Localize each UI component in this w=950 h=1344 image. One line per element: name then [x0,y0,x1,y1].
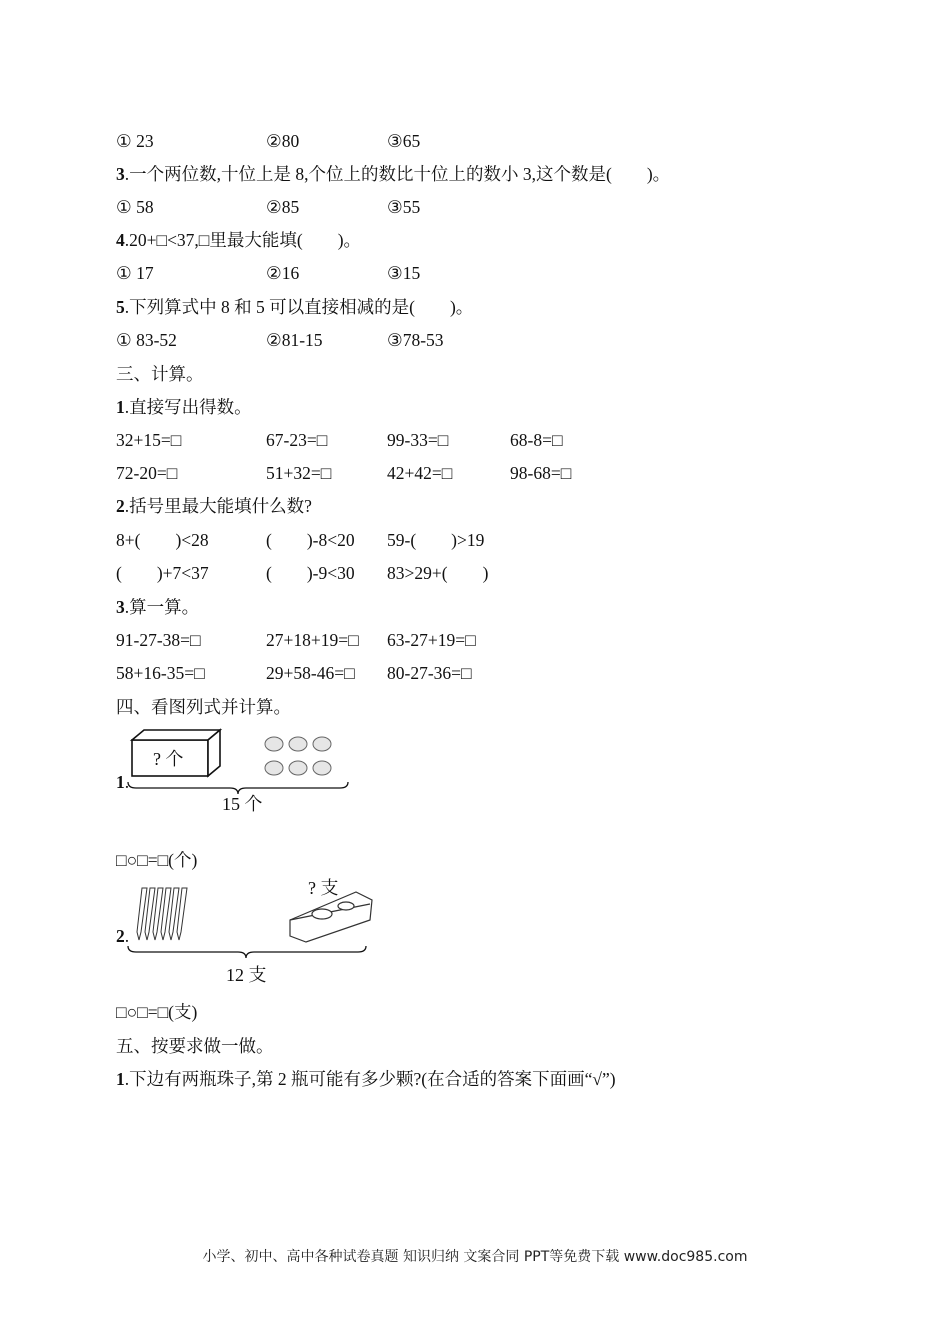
q3-options [116,196,716,218]
line-text: □○□=□(支) [116,1002,198,1022]
section5 [116,1035,274,1057]
s3-q2-row1-col-1: 8+( )<28 [116,530,209,550]
line-text: .下列算式中 8 和 5 可以直接相减的是( )。 [124,297,474,317]
line-text: .一个两位数,十位上是 8,个位上的数比十位上的数小 3,这个数是( )。 [124,164,671,184]
q4-options-col-1: ① 17 [116,263,154,283]
line-text: 三、计算。 [116,364,204,384]
s3-q3-row1 [116,629,716,651]
question-number: 2 [116,926,125,946]
fig2-total-label: 12 支 [226,965,267,985]
q5-options-col-1: ① 83-52 [116,330,177,350]
question-number: 3 [116,164,125,184]
s5-q1 [116,1068,616,1090]
question-number: 1 [116,397,125,417]
section4 [116,696,291,718]
q5-options [116,329,716,351]
line-text: .下边有两瓶珠子,第 2 瓶可能有多少颗?(在合适的答案下面画“√”) [124,1069,616,1089]
q3-options-col-2: ②85 [266,197,300,217]
q2-options-col-2: ②80 [266,131,300,151]
figure-2 [126,880,376,960]
s3-q2-row1 [116,529,716,551]
q4-options-col-3: ③15 [387,263,421,283]
q5 [116,296,473,318]
s3-q3-row2-col-3: 80-27-36=□ [387,663,472,683]
line-text: □○□=□(个) [116,850,198,870]
s3-q3 [116,596,199,618]
s3-q3-row2-col-1: 58+16-35=□ [116,663,205,683]
fig1-total-label: 15 个 [222,794,263,814]
s4-q2-eq [116,1001,197,1023]
s3-q2-row1-col-3: 59-( )>19 [387,530,485,550]
line-text: .直接写出得数。 [124,397,252,417]
s3-q3-row2-col-2: 29+58-46=□ [266,663,355,683]
s3-q1-row1-col-3: 99-33=□ [387,430,449,450]
s3-q1-row2 [116,462,716,484]
q2-options-col-1: ① 23 [116,131,154,151]
fig2-case-label: ? 支 [308,878,339,898]
q5-options-col-2: ②81-15 [266,330,323,350]
q2-options [116,130,716,152]
s3-q2-row1-col-2: ( )-8<20 [266,530,355,550]
s3-q3-row2 [116,662,716,684]
s3-q1-row1 [116,429,716,451]
line-text: .括号里最大能填什么数? [124,496,312,516]
s3-q3-row1-col-2: 27+18+19=□ [266,630,359,650]
q3-options-col-1: ① 58 [116,197,154,217]
q4-options-col-2: ②16 [266,263,300,283]
buns-icon [265,737,331,775]
q4 [116,229,361,251]
s3-q1 [116,396,252,418]
q5-options-col-3: ③78-53 [387,330,444,350]
s3-q1-row2-col-2: 51+32=□ [266,463,332,483]
question-number: 4 [116,230,125,250]
s3-q2-row2-col-1: ( )+7<37 [116,563,209,583]
brace-icon [128,946,366,958]
page-footer: 小学、初中、高中各种试卷真题 知识归纳 文案合同 PPT等免费下载 www.doc985.com [202,1249,748,1265]
s3-q2-row2-col-2: ( )-9<30 [266,563,355,583]
q3 [116,163,670,185]
line-text: .20+□<37,□里最大能填( )。 [124,230,362,250]
question-number: 3 [116,597,125,617]
s3-q2-row2 [116,562,716,584]
s3-q2-row2-col-3: 83>29+( ) [387,563,489,583]
s3-q3-row1-col-1: 91-27-38=□ [116,630,201,650]
s3-q3-row1-col-3: 63-27+19=□ [387,630,476,650]
s4-q1-eq [116,849,197,871]
line-text: . [124,772,130,792]
s3-q1-row1-col-2: 67-23=□ [266,430,328,450]
s3-q1-row2-col-4: 98-68=□ [510,463,572,483]
question-number: 1 [116,1069,125,1089]
fig1-box-label: ? 个 [153,749,184,769]
line-text: 四、看图列式并计算。 [116,697,291,717]
q3-options-col-3: ③55 [387,197,421,217]
section3 [116,363,204,385]
question-number: 5 [116,297,125,317]
pencils-icon [137,888,187,940]
q4-options [116,262,716,284]
question-number: 1 [116,772,125,792]
s3-q1-row1-col-4: 68-8=□ [510,430,563,450]
s3-q1-row2-col-1: 72-20=□ [116,463,178,483]
line-text: . [124,926,130,946]
s3-q1-row2-col-3: 42+42=□ [387,463,453,483]
s3-q2 [116,495,312,517]
line-text: .算一算。 [124,597,200,617]
line-text: 五、按要求做一做。 [116,1036,274,1056]
q2-options-col-3: ③65 [387,131,421,151]
s3-q1-row1-col-1: 32+15=□ [116,430,182,450]
question-number: 2 [116,496,125,516]
